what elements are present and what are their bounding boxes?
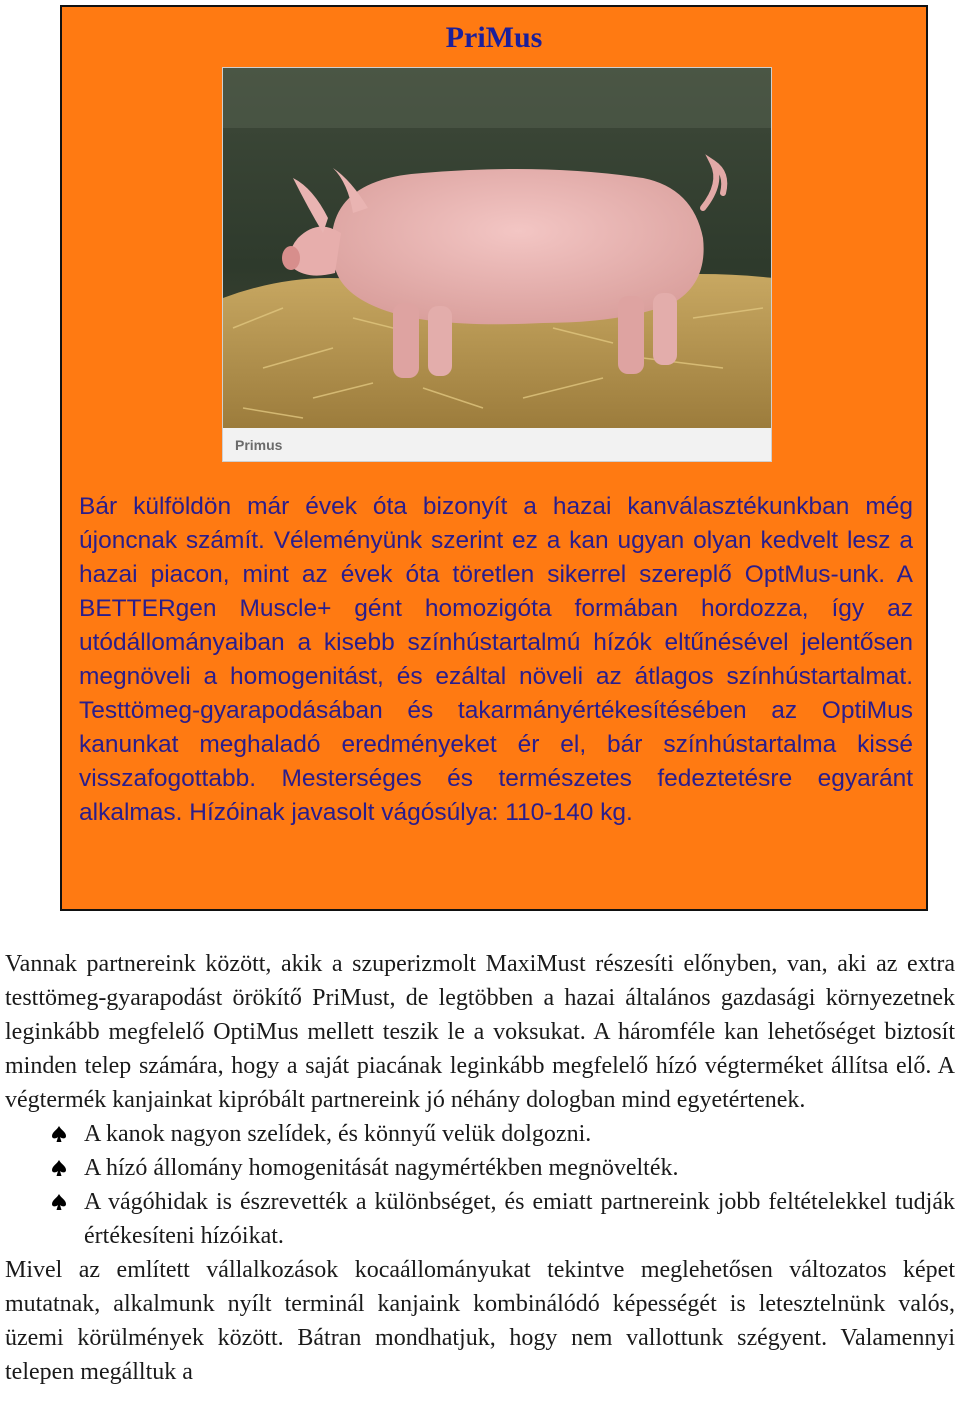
list-item bbox=[5, 1117, 955, 1151]
main-text bbox=[5, 947, 955, 1389]
product-title: PriMus bbox=[445, 21, 543, 54]
intro-paragraph: Vannak partnereink között, akik a szuperizmolt MaxiMust részesíti előnyben, van, aki az extra testtömeg-gyarapodást örökítő PriMust, de legtöbben a hazai általános gazdasági környezetnek leginkább megfelelő OptiMus mellett teszik le a voksukat. A háromféle kan lehetőséget biztosít minden telep számára, hogy a saját piacának leginkább megfelelő hízó végterméket állítsa elő. A végtermék kanjainkat kipróbált partnereink jó néhány dologban mind egyetértenek. bbox=[5, 951, 955, 1113]
photo-caption: Primus bbox=[235, 437, 283, 453]
list-item-text: A kanok nagyon szelídek, és könnyű velük dolgozni. bbox=[84, 1121, 592, 1147]
list-item bbox=[5, 1185, 955, 1253]
list-item-text: A hízó állomány homogenitását nagymértékben megnövelték. bbox=[84, 1155, 679, 1181]
pig-photo-illustration bbox=[223, 68, 772, 462]
product-description: Bár külföldön már évek óta bizonyít a hazai kanválasztékunkban még újoncnak számít. Véleményünk szerint ez a kan ugyan olyan kedvelt lesz a hazai piacon, mint az évek óta töretlen sikerrel szereplő OptMus-unk. A BETTERgen Muscle+ gént homozigóta formában hordozza, így az utódállományaiban a kisebb színhústartalmú hízók eltűnésével jelentősen megnöveli a homogenitást, és ezáltal növeli az átlagos színhústartalmat. Testtömeg-gyarapodásában és takarmányértékesítésében az OptiMus kanunkat meghaladó eredményeket ér el, bár színhústartalma kissé visszafogottabb. Mesterséges és természetes fedeztetésre egyaránt alkalmas. Hízóinak javasolt vágósúlya: 110-140 kg. bbox=[79, 493, 913, 826]
outro-paragraph: Mivel az említett vállalkozások kocaállományukat tekintve meglehetősen változatos képet mutatnak, alkalmunk nyílt terminál kanjaink kombinálódó képességét is letesztelnünk valós, üzemi körülmények között. Bátran mondhatjuk, hogy nem vallottunk szégyent. Valamennyi telepen megálltuk a bbox=[5, 1257, 955, 1385]
product-photo bbox=[222, 67, 772, 462]
product-box bbox=[60, 5, 928, 911]
spade-bullet-icon bbox=[52, 1160, 66, 1177]
spade-bullet-icon bbox=[52, 1126, 66, 1143]
spade-bullet-icon bbox=[52, 1194, 66, 1211]
benefit-list bbox=[5, 1117, 955, 1253]
list-item-text: A vágóhidak is észrevették a különbséget, és emiatt partnereink jobb feltételekkel tudják értékesíteni hízóikat. bbox=[84, 1189, 955, 1249]
list-item bbox=[5, 1151, 955, 1185]
